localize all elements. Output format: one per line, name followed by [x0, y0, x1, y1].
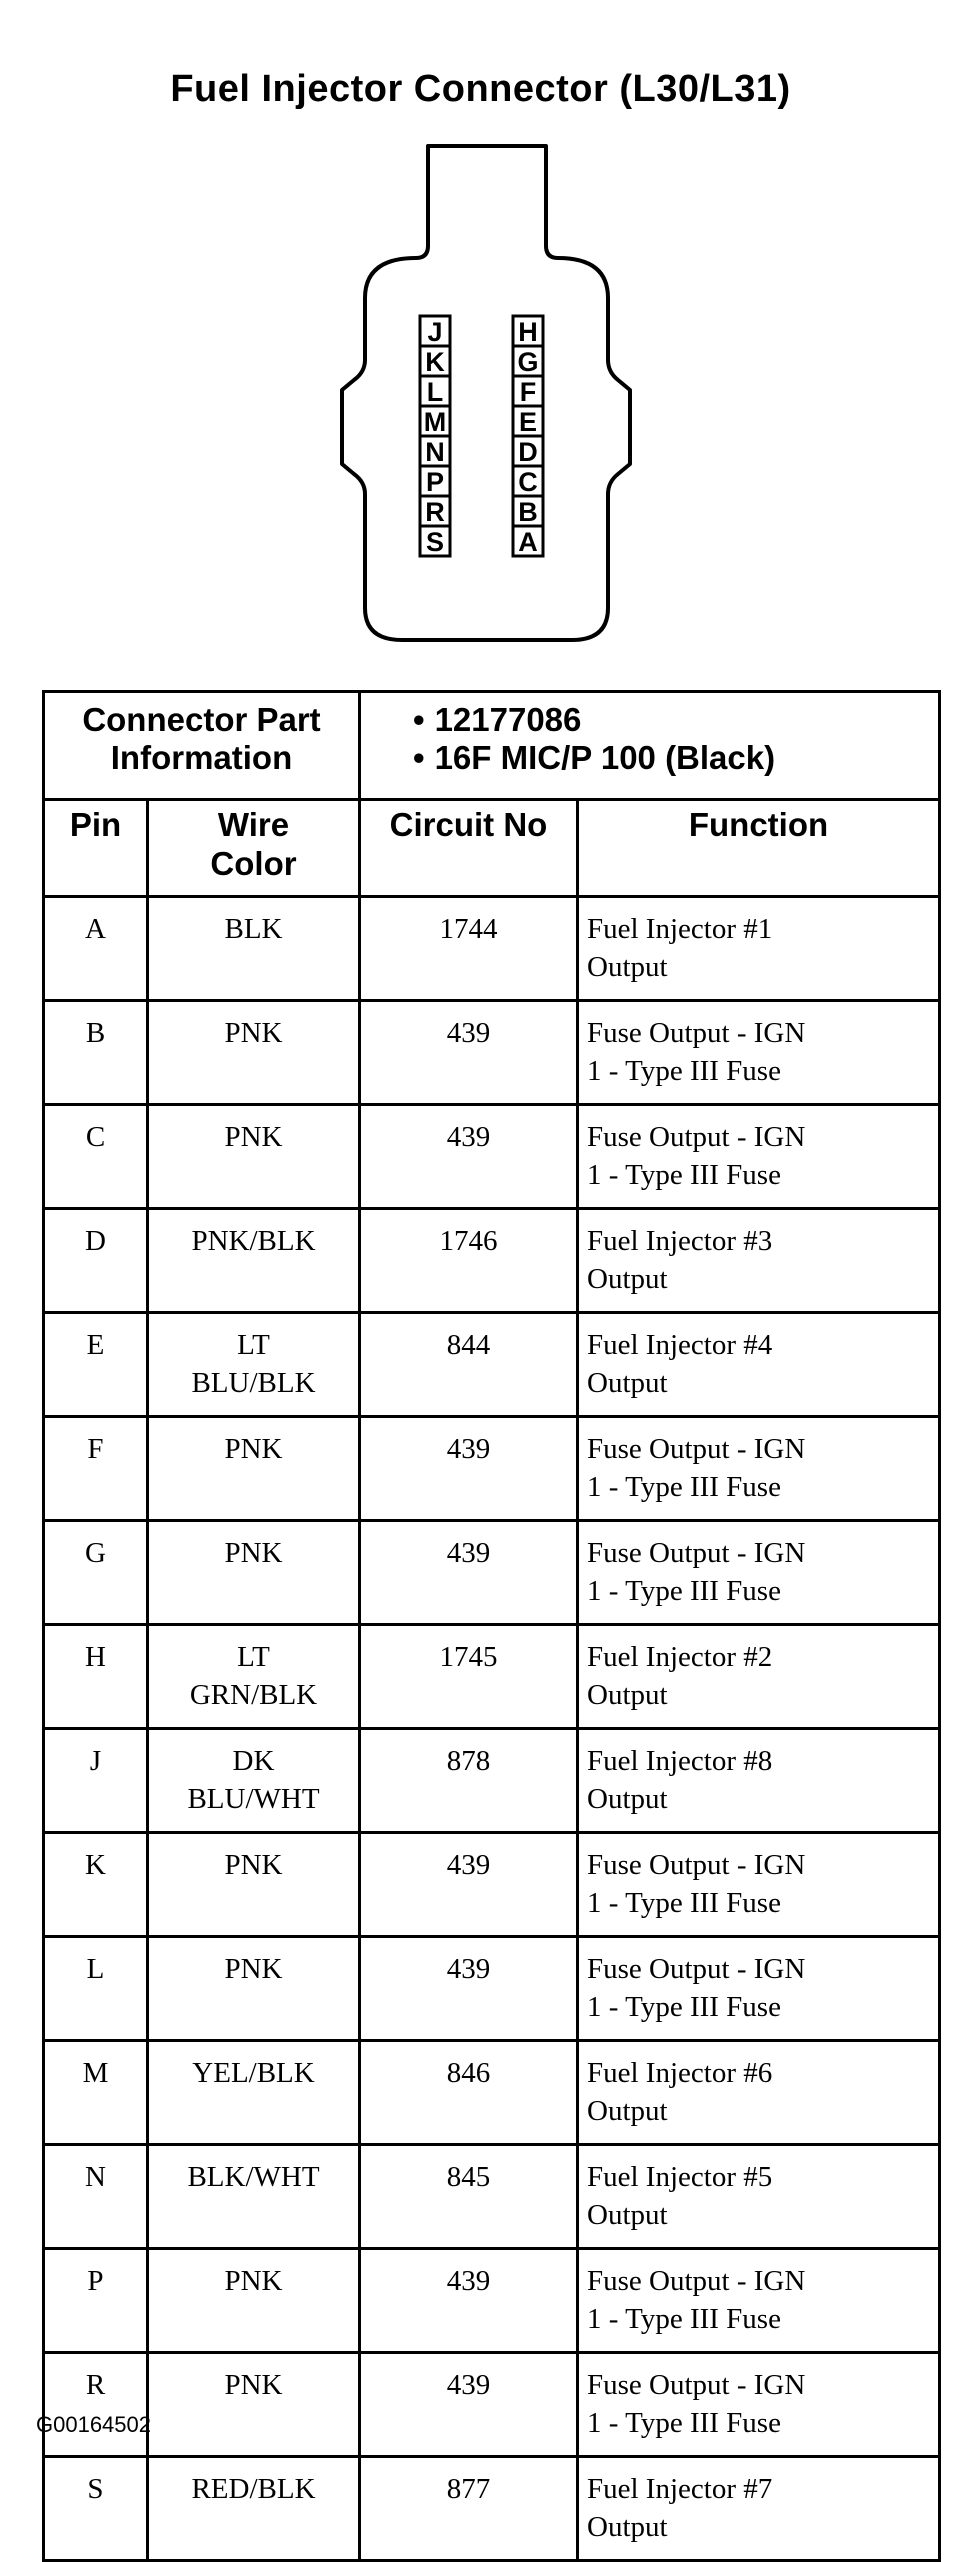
part-info-label-line2: Information — [110, 739, 293, 776]
pin-cavity-label: A — [518, 527, 538, 557]
wire-color-line: RED/BLK — [191, 2473, 316, 2505]
pin-cavity-label: L — [426, 377, 444, 407]
function-line: Output — [587, 1679, 668, 1711]
function-line: Output — [587, 951, 668, 983]
pin-cell: L — [44, 1937, 148, 2041]
table-row — [44, 1313, 940, 1417]
function-line: Fuse Output - IGN — [587, 1537, 806, 1569]
pin-cell: P — [44, 2249, 148, 2353]
function-cell — [578, 1729, 940, 1833]
pin-cavity-label: G — [517, 347, 539, 377]
pin-cell: B — [44, 1001, 148, 1105]
table-row — [44, 1209, 940, 1313]
pin-cell: R — [44, 2353, 148, 2457]
function-line: Fuse Output - IGN — [587, 1017, 806, 1049]
header-pin: Pin — [44, 800, 148, 897]
pin-cell: N — [44, 2145, 148, 2249]
circuit-no-cell: 844 — [360, 1313, 578, 1417]
table-row — [44, 1729, 940, 1833]
table-row — [44, 2249, 940, 2353]
circuit-no-cell: 439 — [360, 1937, 578, 2041]
right-pin-column — [513, 316, 543, 557]
pin-cavity-label: J — [427, 317, 443, 347]
function-line: 1 - Type III Fuse — [587, 1991, 781, 2023]
column-header-row — [44, 800, 940, 897]
circuit-no-cell: 1745 — [360, 1625, 578, 1729]
function-cell — [578, 1313, 940, 1417]
wire-color-line: PNK — [224, 1433, 283, 1465]
wire-color-line: BLU/WHT — [187, 1783, 320, 1815]
wire-color-line: PNK — [224, 1537, 283, 1569]
header-function: Function — [578, 800, 940, 897]
function-cell — [578, 1105, 940, 1209]
pin-cavity-label: C — [518, 467, 538, 497]
left-pin-column — [420, 316, 450, 557]
function-cell — [578, 1833, 940, 1937]
function-cell — [578, 2041, 940, 2145]
table-row — [44, 897, 940, 1001]
wire-color-cell — [148, 1521, 360, 1625]
function-line: Fuel Injector #4 — [587, 1329, 773, 1361]
part-number: • 12177086 — [413, 701, 938, 739]
pin-cavity-label: P — [425, 467, 445, 497]
function-cell — [578, 2145, 940, 2249]
function-cell — [578, 1625, 940, 1729]
wire-color-line: PNK — [224, 1849, 283, 1881]
wire-color-cell — [148, 1313, 360, 1417]
pin-cavity-label: D — [518, 437, 538, 467]
table-row — [44, 2041, 940, 2145]
wire-color-cell — [148, 1729, 360, 1833]
circuit-no-cell: 439 — [360, 2353, 578, 2457]
circuit-no-cell: 877 — [360, 2457, 578, 2561]
wire-color-cell — [148, 2457, 360, 2561]
function-line: 1 - Type III Fuse — [587, 1055, 781, 1087]
table-row — [44, 1521, 940, 1625]
wire-color-cell — [148, 2145, 360, 2249]
pin-cavity-label: N — [425, 437, 445, 467]
function-line: Output — [587, 1367, 668, 1399]
wire-color-cell — [148, 2353, 360, 2457]
pin-cavity-label: E — [518, 407, 538, 437]
part-info-label — [44, 692, 360, 800]
function-line: Fuse Output - IGN — [587, 1433, 806, 1465]
function-line: Fuse Output - IGN — [587, 1849, 806, 1881]
circuit-no-cell: 439 — [360, 1833, 578, 1937]
pin-table — [42, 690, 941, 2562]
function-line: Fuse Output - IGN — [587, 2265, 806, 2297]
table-row — [44, 2353, 940, 2457]
function-line: Output — [587, 2511, 668, 2543]
part-description: • 16F MIC/P 100 (Black) — [413, 739, 938, 777]
table-row — [44, 1417, 940, 1521]
wire-color-line: YEL/BLK — [192, 2057, 315, 2089]
circuit-no-cell: 439 — [360, 2249, 578, 2353]
circuit-no-cell: 1746 — [360, 1209, 578, 1313]
function-line: Fuel Injector #3 — [587, 1225, 773, 1257]
function-cell — [578, 1417, 940, 1521]
wire-color-line: LT — [237, 1329, 270, 1361]
wire-color-line: PNK — [224, 1121, 283, 1153]
function-cell — [578, 2457, 940, 2561]
wire-color-cell — [148, 1937, 360, 2041]
table-row — [44, 1625, 940, 1729]
wire-color-cell — [148, 897, 360, 1001]
part-info-values — [360, 692, 940, 800]
pin-cell: M — [44, 2041, 148, 2145]
function-line: 1 - Type III Fuse — [587, 2303, 781, 2335]
wire-color-cell — [148, 1417, 360, 1521]
function-cell — [578, 2249, 940, 2353]
wire-color-cell — [148, 1625, 360, 1729]
wire-color-cell — [148, 1001, 360, 1105]
function-line: Fuel Injector #5 — [587, 2161, 773, 2193]
function-line: Fuel Injector #7 — [587, 2473, 773, 2505]
function-line: Fuse Output - IGN — [587, 1953, 806, 1985]
function-cell — [578, 1209, 940, 1313]
function-cell — [578, 897, 940, 1001]
header-circuit-no: Circuit No — [360, 800, 578, 897]
function-line: Fuse Output - IGN — [587, 1121, 806, 1153]
pin-cavity-label: M — [423, 407, 447, 437]
circuit-no-cell: 1744 — [360, 897, 578, 1001]
table-row — [44, 1001, 940, 1105]
wire-color-line: BLU/BLK — [191, 1367, 316, 1399]
pin-cell: S — [44, 2457, 148, 2561]
table-row — [44, 2145, 940, 2249]
function-line: 1 - Type III Fuse — [587, 2407, 781, 2439]
pin-cell: G — [44, 1521, 148, 1625]
pin-cavity-label: R — [425, 497, 445, 527]
circuit-no-cell: 878 — [360, 1729, 578, 1833]
wire-color-cell — [148, 2249, 360, 2353]
wire-color-cell — [148, 1105, 360, 1209]
function-line: Output — [587, 2199, 668, 2231]
function-cell — [578, 1937, 940, 2041]
circuit-no-cell: 439 — [360, 1417, 578, 1521]
wire-color-line: PNK — [224, 1017, 283, 1049]
wire-color-line: PNK — [224, 2369, 283, 2401]
function-line: 1 - Type III Fuse — [587, 1887, 781, 1919]
function-line: Fuel Injector #2 — [587, 1641, 773, 1673]
circuit-no-cell: 439 — [360, 1521, 578, 1625]
function-line: 1 - Type III Fuse — [587, 1575, 781, 1607]
circuit-no-cell: 439 — [360, 1001, 578, 1105]
page-title: Fuel Injector Connector (L30/L31) — [170, 68, 791, 110]
function-line: 1 - Type III Fuse — [587, 1159, 781, 1191]
connector-diagram — [320, 138, 650, 678]
table-row — [44, 1833, 940, 1937]
pin-cell: E — [44, 1313, 148, 1417]
wire-color-line: PNK — [224, 2265, 283, 2297]
part-info-label-line1: Connector Part — [82, 701, 321, 738]
wire-color-cell — [148, 1833, 360, 1937]
function-line: Fuse Output - IGN — [587, 2369, 806, 2401]
table-row — [44, 1105, 940, 1209]
header-wire-color-line2: Color — [210, 845, 297, 882]
circuit-no-cell: 439 — [360, 1105, 578, 1209]
pin-cavity-label: F — [519, 377, 537, 407]
pin-cell: J — [44, 1729, 148, 1833]
function-line: 1 - Type III Fuse — [587, 1471, 781, 1503]
function-line: Fuel Injector #8 — [587, 1745, 773, 1777]
function-line: Output — [587, 2095, 668, 2127]
table-row — [44, 1937, 940, 2041]
wire-color-line: PNK — [224, 1953, 283, 1985]
part-info-row — [44, 692, 940, 800]
function-cell — [578, 2353, 940, 2457]
pin-cell: F — [44, 1417, 148, 1521]
pin-cavity-label: K — [425, 347, 445, 377]
connector-outline — [342, 146, 630, 640]
header-wire-color — [148, 800, 360, 897]
wire-color-line: GRN/BLK — [189, 1679, 318, 1711]
pin-cavity-label: S — [425, 527, 445, 557]
wire-color-cell — [148, 2041, 360, 2145]
function-line: Output — [587, 1783, 668, 1815]
header-wire-color-line1: Wire — [217, 806, 290, 843]
table-row — [44, 2457, 940, 2561]
function-line: Output — [587, 1263, 668, 1295]
circuit-no-cell: 846 — [360, 2041, 578, 2145]
wire-color-line: DK — [232, 1745, 275, 1777]
circuit-no-cell: 845 — [360, 2145, 578, 2249]
pin-cavity-label: B — [518, 497, 538, 527]
function-cell — [578, 1001, 940, 1105]
wire-color-line: LT — [237, 1641, 270, 1673]
pin-cell: A — [44, 897, 148, 1001]
pin-cell: H — [44, 1625, 148, 1729]
wire-color-line: BLK — [224, 913, 283, 945]
pin-cavity-label: H — [518, 317, 538, 347]
wire-color-line: BLK/WHT — [187, 2161, 320, 2193]
wire-color-line: PNK/BLK — [191, 1225, 316, 1257]
function-cell — [578, 1521, 940, 1625]
function-line: Fuel Injector #6 — [587, 2057, 773, 2089]
pin-cell: C — [44, 1105, 148, 1209]
pin-cell: D — [44, 1209, 148, 1313]
figure-code: G00164502 — [36, 2412, 151, 2437]
pin-cell: K — [44, 1833, 148, 1937]
wire-color-cell — [148, 1209, 360, 1313]
function-line: Fuel Injector #1 — [587, 913, 773, 945]
